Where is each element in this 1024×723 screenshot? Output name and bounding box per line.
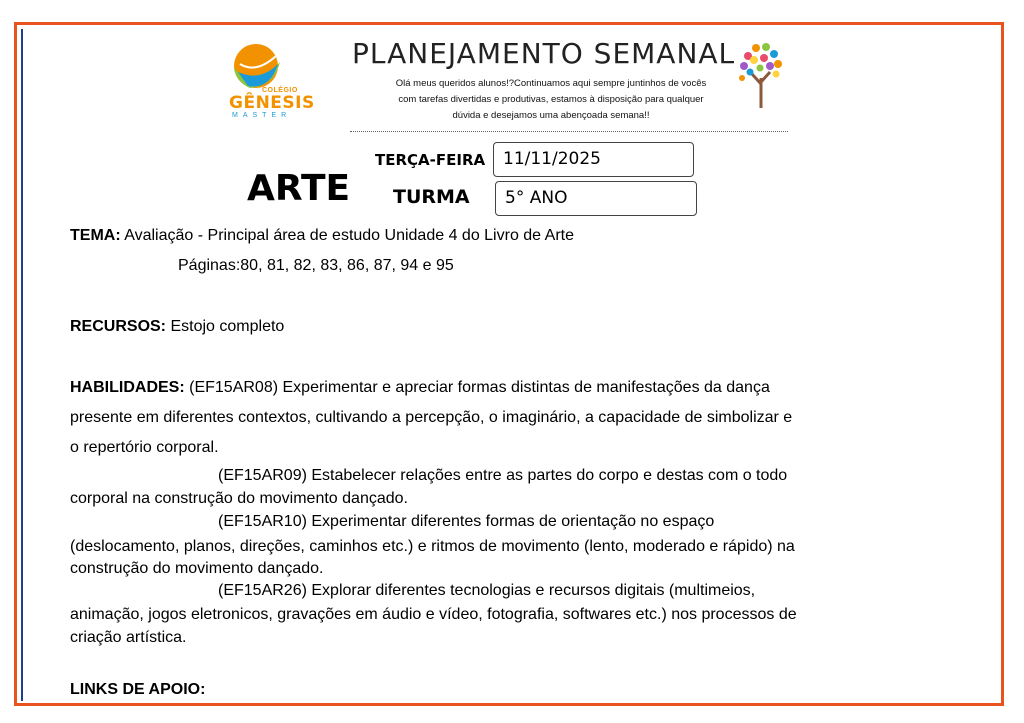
habilidade-line: criação artística. xyxy=(70,629,187,646)
logo-sub-text: MASTER xyxy=(232,112,292,119)
day-label: TERÇA-FEIRA xyxy=(375,151,486,169)
logo-main-text: GÊNESIS xyxy=(229,93,315,113)
recursos-line xyxy=(70,315,284,339)
habilidade-line: (deslocamento, planos, direções, caminhos etc.) e ritmos de movimento (lento, moderado e rápido) na xyxy=(70,538,795,555)
links-label: LINKS DE APOIO: xyxy=(70,681,206,698)
habilidade-first-line: (EF15AR10) Experimentar diferentes formas de orientação no espaço xyxy=(218,513,715,530)
habilidade-line: corporal na construção do movimento dançado. xyxy=(70,490,408,507)
tree-icon xyxy=(736,40,786,110)
habilidade-first-line: (EF15AR09) Estabelecer relações entre as partes do corpo e destas com o todo xyxy=(218,467,788,484)
subject-title: ARTE xyxy=(247,168,351,209)
habilidade-line: presente em diferentes contextos, cultivando a percepção, o imaginário, a capacidade de simbolizar e xyxy=(70,409,793,426)
welcome-line: Olá meus queridos alunos!?Continuamos aqui sempre juntinhos de vocês xyxy=(395,78,707,89)
habilidades-label: HABILIDADES: xyxy=(70,379,185,396)
habilidade-first-line: (EF15AR08) Experimentar e apreciar formas distintas de manifestações da dança xyxy=(189,379,770,396)
welcome-line: com tarefas divertidas e produtivas, estamos à disposição para qualquer xyxy=(398,94,704,105)
tema-pages: Páginas:80, 81, 82, 83, 86, 87, 94 e 95 xyxy=(178,257,454,274)
header-divider xyxy=(350,131,788,132)
recursos-label: RECURSOS: xyxy=(70,318,167,335)
tema-text: Avaliação - Principal área de estudo Unidade 4 do Livro de Arte xyxy=(124,227,574,244)
recursos-text: Estojo completo xyxy=(170,318,285,335)
date-field: 11/11/2025 xyxy=(493,142,694,177)
welcome-line: dúvida e desejamos uma abençoada semana!! xyxy=(452,110,650,121)
left-accent-line xyxy=(21,29,23,701)
habilidade-line: o repertório corporal. xyxy=(70,439,219,456)
turma-label: TURMA xyxy=(393,186,470,208)
habilidade-item xyxy=(70,376,770,400)
page-title: PLANEJAMENTO SEMANAL xyxy=(352,37,736,70)
tema-line xyxy=(70,224,574,248)
habilidade-first-line: (EF15AR26) Explorar diferentes tecnologias e recursos digitais (multimeios, xyxy=(218,582,756,599)
tema-label: TEMA: xyxy=(70,227,121,244)
welcome-message xyxy=(376,76,726,124)
habilidade-line: animação, jogos eletronicos, gravações em áudio e vídeo, fotografia, softwares etc.) nos processos de xyxy=(70,606,797,623)
turma-field: 5° ANO xyxy=(495,181,697,216)
habilidade-line: construção do movimento dançado. xyxy=(70,560,324,577)
logo-small-text: COLÉGIO xyxy=(262,87,298,94)
